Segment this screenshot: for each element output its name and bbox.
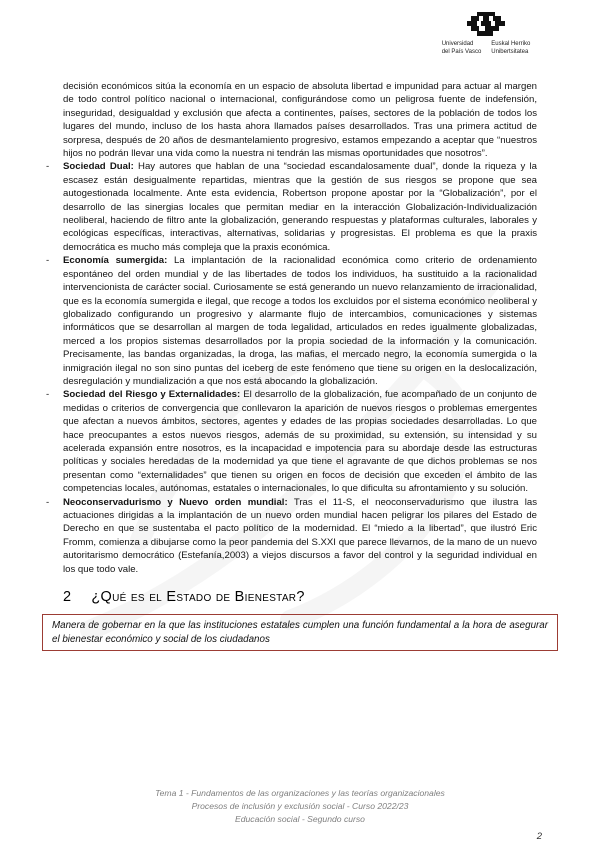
university-name-eu-line1: Euskal Herriko [491, 41, 531, 47]
university-name-eu [491, 41, 530, 57]
list-item-sociedad-del-riesgo [46, 388, 537, 495]
university-name-eu-line2: Unibertsitatea [491, 48, 529, 55]
list-item-economia-sumergida [46, 254, 537, 388]
list-item-text [63, 388, 537, 495]
section-heading [63, 591, 537, 604]
list-item-label: Neoconservadurismo y Nuevo orden mundial: [63, 496, 288, 508]
university-name-es-line2: del País Vasco [441, 48, 482, 55]
bullet-dash: - [46, 161, 50, 173]
list-item-text [63, 254, 537, 388]
university-name-es [442, 41, 482, 57]
footer-line-3: Educación social - Segundo curso [235, 814, 365, 824]
university-name-es-line1: Universidad [441, 41, 474, 47]
list-item-text [63, 160, 537, 254]
list-item-body: El desarrollo de la globalización, fue acompañado de un conjunto de medidas o criterios de convergencia que conllevaron la aparición de nuevos riesgos o problemas emergentes que afectan a nuevos ámbitos, sectores, agentes y edades de las propias sociedades desarrolladas. Lo que hace preocupantes a estos nuevos riesgos, además de su proximidad, su extensión, su intensidad y su acelerada expansión entre nosotros, es la incapacidad e impotencia para su abordaje desde las estructuras políticas y sociales heredadas de la modernidad ya que tiene el agravante de que dichos problemas se nos presentan como “externalidades” que tienen su origen en focos de decisión que exceden el ámbito de las competencias locales, autónomas, estatales o internacionales, lo que dificulta su afrontamiento y su solución. [63, 389, 537, 495]
university-name [442, 41, 531, 57]
document-body [46, 80, 548, 651]
page-footer [0, 787, 600, 826]
footer-line-1: Tema 1 - Fundamentos de las organizaciones y las teorías organizacionales [155, 788, 445, 798]
upv-ehu-logo-icon [463, 12, 509, 38]
footer-line-2: Procesos de inclusión y exclusión social - Curso 2022/23 [191, 801, 409, 811]
list-item-label: Economía sumergida: [63, 255, 168, 267]
bullet-dash: - [46, 496, 50, 508]
list-item-text [63, 496, 537, 576]
bullet-dash: - [46, 255, 50, 267]
university-logo [418, 12, 554, 57]
list-item-sociedad-dual [46, 160, 537, 254]
section-title: ¿Qué es el Estado de Bienestar? [91, 589, 305, 606]
bullet-dash: - [46, 389, 50, 401]
section-number: 2 [63, 589, 72, 606]
definition-box: Manera de gobernar en la que las instituciones estatales cumplen una función fundamental a la hora de asegurar el bienestar económico y social de los ciudadanos [42, 614, 558, 650]
list-item-body: Tras el 11-S, el neoconservadurismo que ilustra las actuaciones dirigidas a la implantación de un nuevo orden mundial hacen peligrar los pilares del Estado de Derecho en que se sustentaba el pacto político de la modernidad. El “miedo a la libertad”, que ilustró Eric Fromm, comienza a dibujarse como la peor pandemia del S.XXI que parece llevarnos, de la mano de un nuevo autoritarismo democrático (Estefanía,2003) a viejos discursos a favor del control y la seguridad individual en los que todo vale. [63, 496, 537, 575]
list-item-body: La implantación de la racionalidad económica como criterio de ordenamiento espontáneo del orden mundial y de las libertades de todos los individuos, ha sustituido a la racionalidad intervencionista de carácter social. Curiosamente se está generando un nuevo relanzamiento de irracionalidad, que es la economía sumergida e ilegal, que recoge a todos los excluidos por el sistema económico neoliberal y globalizado configurando un progresivo y alarmante flujo de intercambios, comunicaciones y sistemas informáticos que se desarrollan al margen de toda legalidad, articulados en redes igualmente globalizadas, merced a los propios sistemas desarrollados por la propia sociedad de la información y la comunicación. Precisamente, las bandas organizadas, la droga, las mafias, el mercado negro, la economía sumergida o la inmigración ilegal no son sino puntas del iceberg de este fenómeno que tiene su origen en la deslocalización, desregulación y mundialización a que nos está abocando la globalización. [63, 255, 537, 387]
list-item-label: Sociedad Dual: [63, 161, 134, 173]
intro-paragraph: decisión económicos sitúa la economía en un espacio de absoluta libertad e impunidad para actuar al margen de todo control político nacional o internacional, configurándose como un peligrosa fuente de indefensión, inseguridad, desigualdad y exclusión que afecta a continentes, países, sectores de la población de todos los lugares del mundo, incluso de los hasta ahora llamados países desarrollados. Tras una primera actitud de sorpresa, después de 20 años de desmantelamiento progresivo, estamos empezando a aceptar que “nuestros hijos no podrán llevar una vida como la nuestra ni tendrán las mismas oportunidades que nosotros”. [63, 81, 537, 160]
list-item-neoconservadurismo [46, 496, 537, 576]
list-item-label: Sociedad del Riesgo y Externalidades: [63, 389, 241, 401]
list-item-body: Hay autores que hablan de una “sociedad escandalosamente dual”, donde la riqueza y la escasez están desigualmente repartidas, mientras que la gestión de sus riesgos se propone que sea autogestionada localmente. Ante esta evidencia, Robertson propone apostar por la “Globalización”, por el desarrollo de las sinergias locales que permitan mediar en la interacción Globalización-Individualización neoliberal, haciendo de filtro ante la globalización, generando respuestas y plataformas culturales, laborales y ecológicas específicas, interactivas, alternativas, solidarias y progresistas. El problema es que la praxis democrática es mucho más compleja que la praxis económica. [63, 161, 537, 253]
page-number: 2 [536, 831, 542, 842]
